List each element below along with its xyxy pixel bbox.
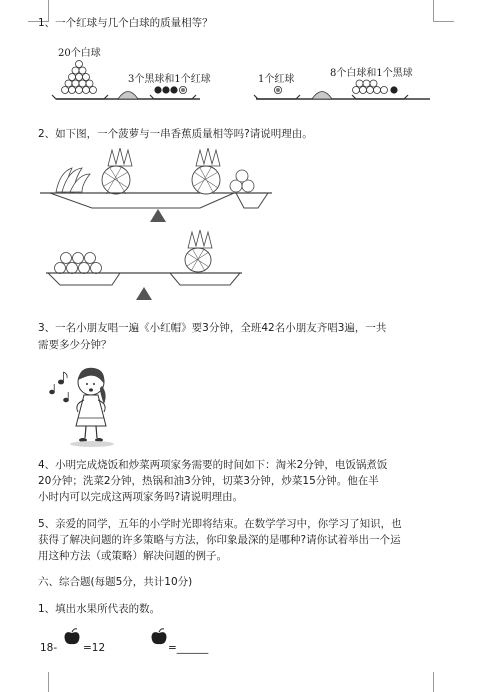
- balance-scale-pineapple-banana-2: [0, 0, 482, 310]
- scale-a-left-label: 20个白球: [58, 48, 101, 59]
- apple-icon: [55, 253, 102, 274]
- question-5-line-2: 获得了解决问题的许多策略与方法，你印象最深的是哪种?请你试着举出一个运: [38, 534, 401, 546]
- section-6-heading: 六、综合题(每题5分，共计10分): [38, 576, 193, 588]
- question-1-text: 1、一个红球与几个白球的质量相等？: [38, 17, 213, 29]
- question-5-line-3: 用这种方法（或策略）解决问题的例子。: [38, 550, 227, 562]
- scale-a-right-label: 3个黑球和1个红球: [128, 74, 211, 85]
- section-6-question-1: 1、填出水果所代表的数。: [38, 603, 161, 615]
- crop-mark-bottom-left-v: [48, 672, 49, 692]
- question-4-line-3: 小时内可以完成这两项家务吗?请说明理由。: [38, 491, 244, 503]
- singing-girl-illustration: [44, 360, 144, 450]
- apple-icon: [150, 628, 168, 646]
- crop-mark-bottom-right-v: [433, 672, 434, 692]
- question-3-line-1: 3、一名小朋友唱一遍《小红帽》要3分钟，全班42名小朋友齐唱3遍，一共: [38, 322, 387, 334]
- equation-mid: =12: [83, 642, 106, 654]
- equation-right: =______: [168, 642, 209, 654]
- question-3-line-2: 需要多少分钟？: [38, 339, 112, 351]
- equation-left: 18-: [40, 642, 58, 654]
- question-4-line-2: 20分钟；洗菜2分钟，热锅和油3分钟，切菜3分钟，炒菜15分钟。他在半: [38, 475, 379, 487]
- scale-b-right-label: 8个白球和1个黑球: [330, 68, 413, 79]
- question-2-text: 2、如下图，一个菠萝与一串香蕉质量相等吗?请说明理由。: [38, 128, 313, 140]
- question-5-line-1: 5、亲爱的同学，五年的小学时光即将结束。在数学学习中，你学习了知识，也: [38, 518, 402, 530]
- apple-icon: [63, 628, 81, 646]
- pineapple-icon: [185, 230, 212, 272]
- scale-b-left-label: 1个红球: [258, 74, 295, 85]
- question-4-line-1: 4、小明完成烧饭和炒菜两项家务需要的时间如下：淘米2分钟，电饭锅煮饭: [38, 459, 388, 471]
